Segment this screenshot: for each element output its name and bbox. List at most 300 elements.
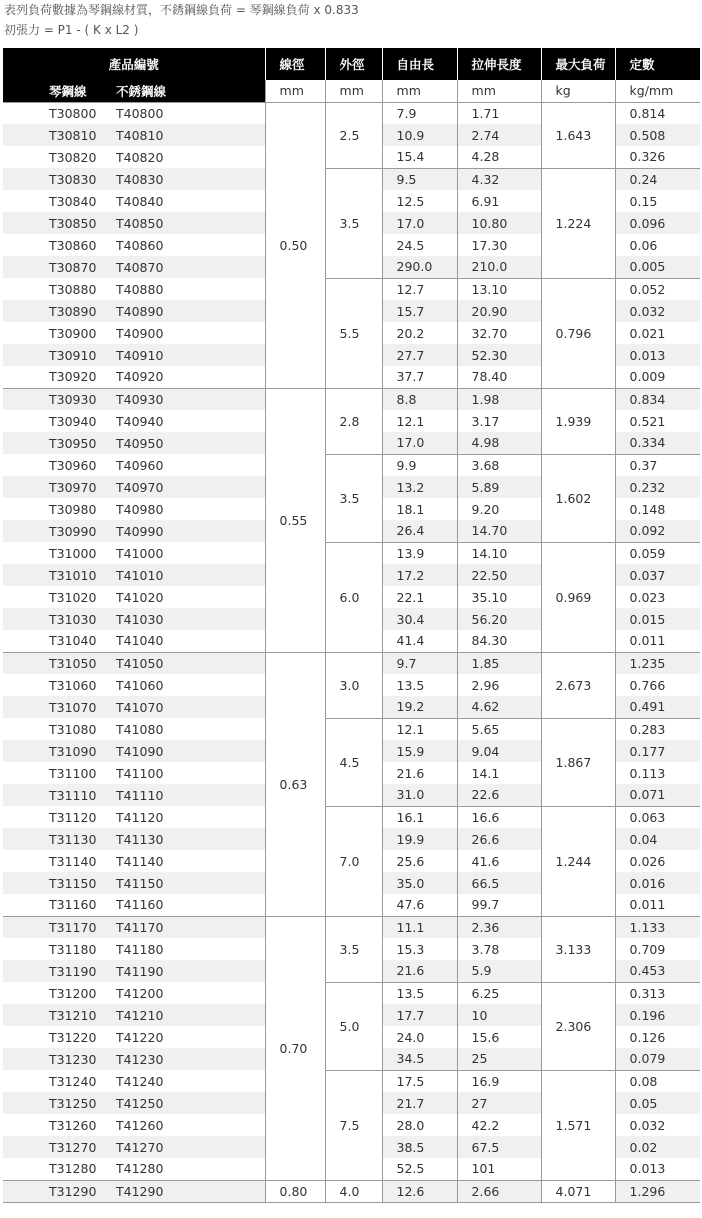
free-length-cell: 21.7 (382, 1092, 457, 1114)
stainless-wire-part-no: T41180 (116, 941, 164, 957)
free-length-cell: 34.5 (382, 1048, 457, 1070)
music-wire-part-no: T31240 (49, 1073, 97, 1089)
stainless-wire-part-no: T40870 (116, 256, 265, 278)
unit-spring-rate: kg/mm (615, 80, 700, 102)
outer-diameter-cell: 2.5 (325, 102, 382, 168)
music-wire-part-no: T30920 (49, 369, 97, 385)
wire-diameter-cell: 0.55 (265, 388, 325, 652)
wire-diameter-cell: 0.80 (265, 1180, 325, 1202)
spring-rate-cell: 0.016 (615, 872, 700, 894)
unit-wire-dia: mm (265, 80, 325, 102)
extension-length-cell: 22.50 (457, 564, 541, 586)
extension-length-cell: 210.0 (457, 256, 541, 278)
free-length-cell: 24.0 (382, 1026, 457, 1048)
music-wire-part-no: T30820 (49, 149, 97, 165)
table-row (3, 916, 700, 938)
free-length-cell: 9.7 (382, 652, 457, 674)
stainless-wire-part-no: T41200 (116, 985, 164, 1001)
table-row (3, 102, 700, 124)
music-wire-part-no: T31290 (3, 1180, 116, 1202)
header-product-no: 產品編號 (3, 48, 265, 80)
spring-rate-cell: 0.15 (615, 190, 700, 212)
stainless-wire-part-no: T41150 (116, 872, 265, 894)
stainless-wire-part-no: T40910 (116, 344, 265, 366)
free-length-cell: 12.1 (382, 410, 457, 432)
extension-length-cell: 67.5 (457, 1136, 541, 1158)
music-wire-part-no: T31130 (3, 828, 116, 850)
wire-diameter-cell: 0.63 (265, 652, 325, 916)
extension-length-cell: 2.96 (457, 674, 541, 696)
music-wire-part-no: T31080 (49, 721, 97, 737)
music-wire-part-no: T31250 (3, 1092, 116, 1114)
header-spring-rate: 定數 (615, 48, 700, 80)
music-wire-part-no: T30970 (3, 476, 116, 498)
free-length-cell: 9.9 (382, 454, 457, 476)
free-length-cell: 10.9 (382, 124, 457, 146)
music-wire-part-no: T31040 (49, 633, 97, 649)
spring-rate-cell: 0.023 (615, 586, 700, 608)
outer-diameter-cell: 3.5 (325, 916, 382, 982)
music-wire-part-no: T31050 (3, 652, 116, 674)
stainless-wire-part-no: T41100 (116, 765, 164, 781)
outer-diameter-cell: 4.5 (325, 718, 382, 806)
stainless-wire-part-no: T40810 (116, 124, 265, 146)
extension-length-cell: 5.89 (457, 476, 541, 498)
music-wire-part-no: T31020 (49, 589, 97, 605)
free-length-cell: 16.1 (382, 806, 457, 828)
extension-length-cell: 1.85 (457, 652, 541, 674)
music-wire-part-no: T30980 (49, 501, 97, 517)
extension-length-cell: 78.40 (457, 366, 541, 388)
outer-diameter-cell: 3.5 (325, 168, 382, 278)
music-wire-part-no: T31190 (3, 960, 116, 982)
music-wire-part-no: T31100 (49, 765, 97, 781)
extension-length-cell: 9.20 (457, 498, 541, 520)
music-wire-part-no: T31260 (49, 1117, 97, 1133)
stainless-wire-part-no: T41220 (116, 1029, 164, 1045)
extension-length-cell: 3.17 (457, 410, 541, 432)
spring-rate-cell: 0.232 (615, 476, 700, 498)
extension-length-cell: 13.10 (457, 278, 541, 300)
extension-length-cell: 66.5 (457, 872, 541, 894)
music-wire-part-no: T31090 (3, 740, 116, 762)
extension-length-cell: 14.70 (457, 520, 541, 542)
table-row (3, 542, 700, 564)
spring-rate-cell: 0.453 (615, 960, 700, 982)
extension-length-cell: 27 (457, 1092, 541, 1114)
spring-rate-cell: 0.06 (615, 234, 700, 256)
stainless-wire-part-no: T40940 (116, 413, 164, 429)
unit-free-length: mm (382, 80, 457, 102)
table-row (3, 1180, 700, 1202)
stainless-wire-part-no: T41130 (116, 828, 265, 850)
extension-length-cell: 6.25 (457, 982, 541, 1004)
outer-diameter-cell: 6.0 (325, 542, 382, 652)
spring-rate-cell: 0.05 (615, 1092, 700, 1114)
free-length-cell: 15.4 (382, 146, 457, 168)
extension-length-cell: 99.7 (457, 894, 541, 916)
outer-diameter-cell: 2.8 (325, 388, 382, 454)
max-load-cell: 1.224 (541, 168, 615, 278)
note-load-factor: 表列負荷數據為琴鋼線材質，不銹鋼線負荷 = 琴鋼線負荷 x 0.833 (4, 3, 359, 17)
music-wire-part-no: T30850 (3, 212, 116, 234)
music-wire-part-no: T31120 (49, 809, 97, 825)
stainless-wire-part-no: T41050 (116, 652, 265, 674)
free-length-cell: 13.9 (382, 542, 457, 564)
stainless-wire-part-no: T40990 (116, 520, 265, 542)
free-length-cell: 20.2 (382, 322, 457, 344)
extension-length-cell: 2.66 (457, 1180, 541, 1202)
music-wire-part-no: T31280 (49, 1161, 97, 1177)
extension-length-cell: 17.30 (457, 234, 541, 256)
spring-rate-cell: 0.063 (615, 806, 700, 828)
extension-length-cell: 35.10 (457, 586, 541, 608)
free-length-cell: 41.4 (382, 630, 457, 652)
music-wire-part-no: T30900 (49, 325, 97, 341)
notes (0, 0, 702, 48)
extension-length-cell: 5.9 (457, 960, 541, 982)
music-wire-part-no: T31160 (49, 897, 97, 913)
music-wire-part-no: T31010 (3, 564, 116, 586)
outer-diameter-cell: 3.0 (325, 652, 382, 718)
stainless-wire-part-no: T41260 (116, 1117, 164, 1133)
stainless-wire-part-no: T40850 (116, 212, 265, 234)
stainless-wire-part-no: T41170 (116, 916, 265, 938)
music-wire-part-no: T31070 (3, 696, 116, 718)
extension-length-cell: 10.80 (457, 212, 541, 234)
free-length-cell: 13.5 (382, 674, 457, 696)
extension-length-cell: 32.70 (457, 322, 541, 344)
free-length-cell: 17.2 (382, 564, 457, 586)
header-max-load: 最大負荷 (541, 48, 615, 80)
stainless-wire-part-no: T40900 (116, 325, 164, 341)
max-load-cell: 1.939 (541, 388, 615, 454)
extension-length-cell: 2.74 (457, 124, 541, 146)
stainless-wire-part-no: T41010 (116, 564, 265, 586)
extension-length-cell: 20.90 (457, 300, 541, 322)
outer-diameter-cell: 7.5 (325, 1070, 382, 1180)
extension-length-cell: 10 (457, 1004, 541, 1026)
stainless-wire-part-no: T40830 (116, 168, 265, 190)
free-length-cell: 12.1 (382, 718, 457, 740)
spring-rate-cell: 0.013 (615, 1158, 700, 1180)
spring-rate-cell: 0.04 (615, 828, 700, 850)
stainless-wire-part-no: T40840 (116, 193, 164, 209)
music-wire-part-no: T30930 (3, 388, 116, 410)
free-length-cell: 52.5 (382, 1158, 457, 1180)
music-wire-part-no: T30870 (3, 256, 116, 278)
outer-diameter-cell: 4.0 (325, 1180, 382, 1202)
extension-length-cell: 14.1 (457, 762, 541, 784)
spring-rate-cell: 0.059 (615, 542, 700, 564)
free-length-cell: 17.7 (382, 1004, 457, 1026)
spring-rate-cell: 0.283 (615, 718, 700, 740)
music-wire-part-no: T31140 (49, 853, 97, 869)
free-length-cell: 13.2 (382, 476, 457, 498)
extension-length-cell: 84.30 (457, 630, 541, 652)
extension-length-cell: 42.2 (457, 1114, 541, 1136)
free-length-cell: 38.5 (382, 1136, 457, 1158)
outer-diameter-cell: 5.0 (325, 982, 382, 1070)
stainless-wire-part-no: T41210 (116, 1004, 265, 1026)
stainless-wire-part-no: T41080 (116, 721, 164, 737)
extension-length-cell: 14.10 (457, 542, 541, 564)
spring-rate-cell: 0.021 (615, 322, 700, 344)
spring-rate-cell: 1.296 (615, 1180, 700, 1202)
spring-rate-cell: 0.709 (615, 938, 700, 960)
header-music-wire: 琴鋼線 (3, 80, 116, 102)
stainless-wire-part-no: T41030 (116, 608, 265, 630)
free-length-cell: 18.1 (382, 498, 457, 520)
music-wire-part-no: T31170 (3, 916, 116, 938)
extension-length-cell: 16.6 (457, 806, 541, 828)
stainless-wire-part-no: T40970 (116, 476, 265, 498)
spring-rate-cell: 0.052 (615, 278, 700, 300)
stainless-wire-part-no: T41070 (116, 696, 265, 718)
free-length-cell: 37.7 (382, 366, 457, 388)
spring-rate-cell: 0.37 (615, 454, 700, 476)
music-wire-part-no: T31150 (3, 872, 116, 894)
spring-rate-cell: 0.011 (615, 894, 700, 916)
free-length-cell: 11.1 (382, 916, 457, 938)
stainless-wire-part-no: T41060 (116, 677, 164, 693)
free-length-cell: 21.6 (382, 960, 457, 982)
extension-length-cell: 2.36 (457, 916, 541, 938)
stainless-wire-part-no: T40960 (116, 457, 164, 473)
extension-length-cell: 3.68 (457, 454, 541, 476)
outer-diameter-cell: 7.0 (325, 806, 382, 916)
header-wire-dia: 線徑 (265, 48, 325, 80)
spring-rate-cell: 0.491 (615, 696, 700, 718)
extension-length-cell: 4.98 (457, 432, 541, 454)
table-row (3, 388, 700, 410)
stainless-wire-part-no: T41270 (116, 1136, 265, 1158)
table-row (3, 278, 700, 300)
music-wire-part-no: T30990 (3, 520, 116, 542)
extension-length-cell: 52.30 (457, 344, 541, 366)
music-wire-part-no: T30960 (49, 457, 97, 473)
header-free-length: 自由長 (382, 48, 457, 80)
music-wire-part-no: T31210 (3, 1004, 116, 1026)
free-length-cell: 19.9 (382, 828, 457, 850)
extension-length-cell: 1.71 (457, 102, 541, 124)
stainless-wire-part-no: T41240 (116, 1073, 164, 1089)
music-wire-part-no: T31220 (49, 1029, 97, 1045)
extension-length-cell: 9.04 (457, 740, 541, 762)
stainless-wire-part-no: T40860 (116, 237, 164, 253)
stainless-wire-part-no: T40920 (116, 369, 164, 385)
extension-length-cell: 5.65 (457, 718, 541, 740)
free-length-cell: 27.7 (382, 344, 457, 366)
spring-rate-cell: 0.508 (615, 124, 700, 146)
extension-length-cell: 25 (457, 1048, 541, 1070)
max-load-cell: 1.244 (541, 806, 615, 916)
max-load-cell: 4.071 (541, 1180, 615, 1202)
music-wire-part-no: T30830 (3, 168, 116, 190)
table-row (3, 1070, 700, 1092)
spring-rate-cell: 0.013 (615, 344, 700, 366)
music-wire-part-no: T31110 (3, 784, 116, 806)
spring-rate-cell: 0.126 (615, 1026, 700, 1048)
max-load-cell: 0.796 (541, 278, 615, 388)
max-load-cell: 2.673 (541, 652, 615, 718)
stainless-wire-part-no: T41040 (116, 633, 164, 649)
spring-rate-cell: 0.814 (615, 102, 700, 124)
max-load-cell: 1.643 (541, 102, 615, 168)
extension-length-cell: 4.32 (457, 168, 541, 190)
extension-length-cell: 6.91 (457, 190, 541, 212)
outer-diameter-cell: 5.5 (325, 278, 382, 388)
table-row (3, 454, 700, 476)
table-row (3, 718, 700, 740)
music-wire-part-no: T30890 (3, 300, 116, 322)
spring-rate-cell: 0.766 (615, 674, 700, 696)
music-wire-part-no: T31030 (3, 608, 116, 630)
music-wire-part-no: T31270 (3, 1136, 116, 1158)
free-length-cell: 47.6 (382, 894, 457, 916)
spring-rate-cell: 0.037 (615, 564, 700, 586)
spring-rate-cell: 0.015 (615, 608, 700, 630)
outer-diameter-cell: 3.5 (325, 454, 382, 542)
free-length-cell: 25.6 (382, 850, 457, 872)
stainless-wire-part-no: T41000 (116, 545, 164, 561)
stainless-wire-part-no: T40800 (116, 102, 265, 124)
spring-rate-cell: 0.011 (615, 630, 700, 652)
music-wire-part-no: T30860 (49, 237, 97, 253)
table-body (3, 102, 700, 1202)
spring-rate-cell: 0.113 (615, 762, 700, 784)
unit-extension-length: mm (457, 80, 541, 102)
free-length-cell: 12.5 (382, 190, 457, 212)
spring-rate-cell: 0.026 (615, 850, 700, 872)
free-length-cell: 31.0 (382, 784, 457, 806)
free-length-cell: 17.0 (382, 432, 457, 454)
stainless-wire-part-no: T40950 (116, 432, 265, 454)
free-length-cell: 30.4 (382, 608, 457, 630)
music-wire-part-no: T30880 (49, 281, 97, 297)
spring-rate-cell: 0.326 (615, 146, 700, 168)
extension-length-cell: 56.20 (457, 608, 541, 630)
spring-rate-cell: 0.177 (615, 740, 700, 762)
spring-spec-table (3, 48, 700, 1203)
stainless-wire-part-no: T40880 (116, 281, 164, 297)
spring-rate-cell: 0.005 (615, 256, 700, 278)
extension-length-cell: 15.6 (457, 1026, 541, 1048)
music-wire-part-no: T30940 (49, 413, 97, 429)
extension-length-cell: 3.78 (457, 938, 541, 960)
extension-length-cell: 101 (457, 1158, 541, 1180)
music-wire-part-no: T31060 (49, 677, 97, 693)
stainless-wire-part-no: T41280 (116, 1161, 164, 1177)
max-load-cell: 3.133 (541, 916, 615, 982)
wire-diameter-cell: 0.50 (265, 102, 325, 388)
spring-rate-cell: 0.834 (615, 388, 700, 410)
stainless-wire-part-no: T41250 (116, 1092, 265, 1114)
free-length-cell: 22.1 (382, 586, 457, 608)
extension-length-cell: 26.6 (457, 828, 541, 850)
header-extension-length: 拉伸長度 (457, 48, 541, 80)
stainless-wire-part-no: T41110 (116, 784, 265, 806)
music-wire-part-no: T31180 (49, 941, 97, 957)
header-row-units (3, 80, 700, 102)
max-load-cell: 1.571 (541, 1070, 615, 1180)
music-wire-part-no: T30800 (3, 102, 116, 124)
free-length-cell: 15.9 (382, 740, 457, 762)
max-load-cell: 0.969 (541, 542, 615, 652)
max-load-cell: 1.602 (541, 454, 615, 542)
stainless-wire-part-no: T40980 (116, 501, 164, 517)
stainless-wire-part-no: T40930 (116, 388, 265, 410)
music-wire-part-no: T31000 (49, 545, 97, 561)
spring-rate-cell: 0.079 (615, 1048, 700, 1070)
free-length-cell: 9.5 (382, 168, 457, 190)
stainless-wire-part-no: T41190 (116, 960, 265, 982)
spring-rate-cell: 0.334 (615, 432, 700, 454)
extension-length-cell: 4.62 (457, 696, 541, 718)
header-row-main (3, 48, 700, 80)
free-length-cell: 13.5 (382, 982, 457, 1004)
stainless-wire-part-no: T41140 (116, 853, 164, 869)
spring-rate-cell: 0.092 (615, 520, 700, 542)
spring-rate-cell: 0.02 (615, 1136, 700, 1158)
spring-rate-cell: 0.313 (615, 982, 700, 1004)
max-load-cell: 1.867 (541, 718, 615, 806)
unit-outer-dia: mm (325, 80, 382, 102)
spring-rate-cell: 0.148 (615, 498, 700, 520)
free-length-cell: 15.3 (382, 938, 457, 960)
stainless-wire-part-no: T41160 (116, 897, 164, 913)
note-initial-tension: 初張力 = P1 - ( K x L2 ) (4, 23, 139, 37)
music-wire-part-no: T30910 (3, 344, 116, 366)
stainless-wire-part-no: T41120 (116, 809, 164, 825)
music-wire-part-no: T31230 (3, 1048, 116, 1070)
extension-length-cell: 4.28 (457, 146, 541, 168)
free-length-cell: 21.6 (382, 762, 457, 784)
music-wire-part-no: T30810 (3, 124, 116, 146)
spring-rate-cell: 0.24 (615, 168, 700, 190)
free-length-cell: 26.4 (382, 520, 457, 542)
table-row (3, 806, 700, 828)
music-wire-part-no: T31200 (49, 985, 97, 1001)
table-row (3, 652, 700, 674)
wire-diameter-cell: 0.70 (265, 916, 325, 1180)
music-wire-part-no: T30950 (3, 432, 116, 454)
spring-rate-cell: 0.096 (615, 212, 700, 234)
free-length-cell: 19.2 (382, 696, 457, 718)
spring-rate-cell: 0.032 (615, 1114, 700, 1136)
spring-rate-cell: 0.009 (615, 366, 700, 388)
extension-length-cell: 1.98 (457, 388, 541, 410)
free-length-cell: 12.6 (382, 1180, 457, 1202)
max-load-cell: 2.306 (541, 982, 615, 1070)
spring-rate-cell: 1.235 (615, 652, 700, 674)
spring-rate-cell: 0.071 (615, 784, 700, 806)
spring-rate-cell: 0.032 (615, 300, 700, 322)
table-row (3, 982, 700, 1004)
extension-length-cell: 41.6 (457, 850, 541, 872)
free-length-cell: 15.7 (382, 300, 457, 322)
stainless-wire-part-no: T41090 (116, 740, 265, 762)
music-wire-part-no: T30840 (49, 193, 97, 209)
free-length-cell: 8.8 (382, 388, 457, 410)
free-length-cell: 28.0 (382, 1114, 457, 1136)
stainless-wire-part-no: T41230 (116, 1048, 265, 1070)
extension-length-cell: 22.6 (457, 784, 541, 806)
spring-rate-cell: 0.521 (615, 410, 700, 432)
unit-max-load: kg (541, 80, 615, 102)
spring-rate-cell: 0.08 (615, 1070, 700, 1092)
free-length-cell: 12.7 (382, 278, 457, 300)
